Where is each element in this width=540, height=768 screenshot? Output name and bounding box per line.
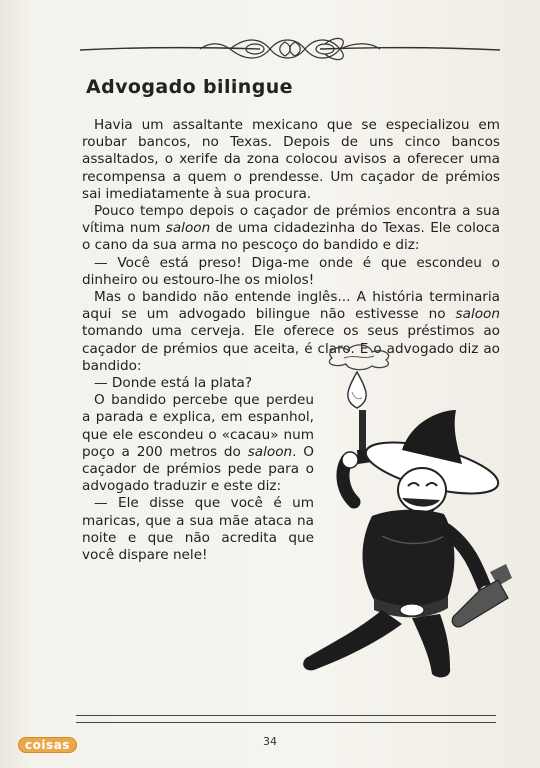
footer-rule-top bbox=[76, 715, 496, 716]
page-number: 34 bbox=[263, 735, 277, 748]
dialogue-line: — Ele disse que você é um maricas, que a sua mãe ataca na noite e que não acredita que você dispare nele! bbox=[82, 495, 314, 564]
bandit-illustration bbox=[262, 340, 520, 680]
italic-word: saloon bbox=[455, 306, 500, 323]
text-run: de uma cidadezinha do Texas. Ele coloca o cano da sua arma no pescoço do bandido e diz: bbox=[82, 220, 500, 254]
paragraph bbox=[82, 203, 500, 255]
italic-word: saloon bbox=[247, 443, 293, 460]
paragraph: Havia um assaltante mexicano que se especializou em roubar bancos, no Texas. Depois de uns cinco bancos assaltados, o xerife da zona colocou avisos a oferecer uma recompensa a quem o prendesse. Um caçador de prémios sai imediatamente à sua procura. bbox=[82, 117, 500, 202]
text-run: O bandido percebe que perdeu a parada e explica, em espanhol, que ele escondeu o «cacau» num poço a 200 metros do bbox=[82, 392, 314, 460]
page-title: Advogado bilingue bbox=[86, 76, 293, 98]
italic-word: saloon bbox=[165, 220, 211, 237]
text-run: . O caçador de prémios pede para o advogado traduzir e este diz: bbox=[82, 443, 314, 495]
text-run: tomando uma cerveja. Ele oferece os seus préstimos ao caçador de prémios que aceita, é claro. E o advogado diz ao bandido: bbox=[82, 323, 500, 374]
dialogue-line: — Você está preso! Diga-me onde é que escondeu o dinheiro ou estouro-lhe os miolos! bbox=[82, 254, 500, 288]
text-run: Mas o bandido não entende inglês... A história terminaria aqui se um advogado bilingue não estivesse no bbox=[82, 289, 500, 323]
text-run: Pouco tempo depois o caçador de prémios encontra a sua vítima num bbox=[82, 203, 500, 237]
footer-rule-bottom bbox=[76, 722, 496, 723]
header-ornament bbox=[80, 34, 500, 64]
watermark-logo: coisas bbox=[18, 737, 77, 753]
dialogue-line: — Donde está la plata? bbox=[94, 375, 253, 392]
